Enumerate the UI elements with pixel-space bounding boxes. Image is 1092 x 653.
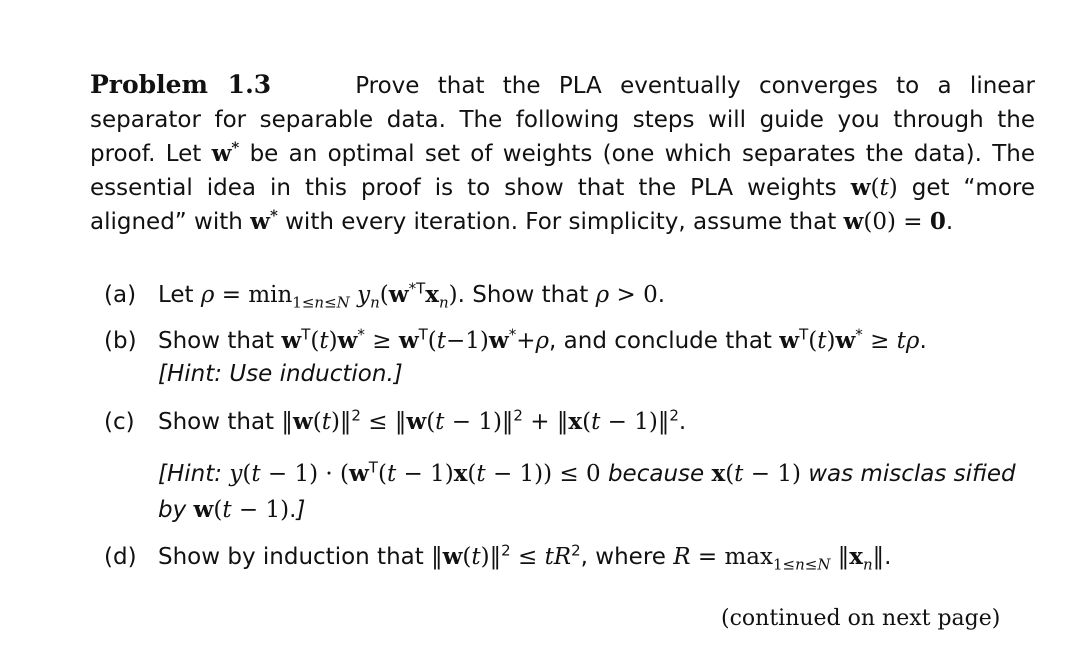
part-b-text-2: , and conclude that [549, 328, 772, 354]
math-w0-eq-0: w(0) = 0. [843, 208, 954, 235]
math-c-hint-w: w(t − 1). [193, 496, 297, 523]
part-c-text-1: Show that [158, 409, 275, 435]
intro-text-1: Prove that the PLA eventually converges to a linear separator for separable data. The following steps will guide you through the proof. Let [90, 73, 1035, 167]
part-c [104, 405, 1034, 439]
problem-intro [90, 68, 1035, 239]
math-c-hint-expr: $y(t - 1) \cdot (w^T(t - 1)x(t - 1)) \le 0$ [229, 458, 601, 487]
math-w-star-2: w* [250, 206, 278, 235]
part-b-text-1: Show that [158, 328, 275, 354]
part-d [104, 540, 1034, 574]
part-b-label: (b) [104, 328, 137, 354]
math-d-R-def: $R = \max_{1\le n\le N}$ $‖x_n‖$. [673, 543, 892, 574]
math-c-hint-x: x(t − 1) [711, 460, 801, 487]
part-c-label: (c) [104, 409, 135, 435]
part-c-hint-because: because [607, 461, 705, 487]
part-a [104, 278, 1034, 312]
part-c-hint-close: ] [296, 497, 306, 523]
math-b-ineq-2: $w^T(t)w^* \ge t\rho$. [779, 325, 927, 354]
part-a-text-2: . Show that [457, 282, 589, 308]
part-b-hint: [Hint: Use induction.] [158, 361, 403, 387]
part-d-text-1: Show by induction that [158, 544, 424, 570]
math-w-star: w* [211, 138, 240, 167]
part-c-hint [104, 456, 1034, 528]
part-a-text-1: Let [158, 282, 194, 308]
part-b [104, 324, 1034, 391]
continued-note: (continued on next page) [721, 606, 1001, 631]
problem-label: Problem 1.3 [90, 70, 272, 99]
part-a-label: (a) [104, 282, 137, 308]
math-d-ineq: ‖w(t)‖$^2$ ≤ $tR^2$ [431, 541, 581, 570]
intro-text-4: with every iteration. For simplicity, assume that [285, 209, 837, 235]
intro-text-2: be an optimal set of weights (one which separates the data). The essential idea in this proof is to show that the PLA weights [90, 141, 1035, 201]
math-rho-pos: ρ > 0. [595, 282, 666, 308]
part-d-text-2: , where [580, 544, 666, 570]
math-b-ineq-1: $w^T(t)w^* \ge w^T(t-1)w^*+\rho$ [281, 325, 550, 354]
part-c-hint-was: was misclas sified by [158, 461, 1016, 523]
math-c-ineq: ‖w(t)‖$^2$ ≤ ‖w(t − 1)‖$^2$ + ‖x(t − 1)‖$^2$. [281, 406, 687, 435]
math-w-t: w(t) [850, 174, 898, 201]
intro-text-3: get “more aligned” with [90, 175, 1036, 235]
part-c-hint-open: [Hint: [158, 461, 223, 487]
part-d-label: (d) [104, 544, 137, 570]
math-rho-def: $\rho = \min_{1\le n\le N} y_n(w^{*T}x_n)$ [200, 279, 458, 312]
